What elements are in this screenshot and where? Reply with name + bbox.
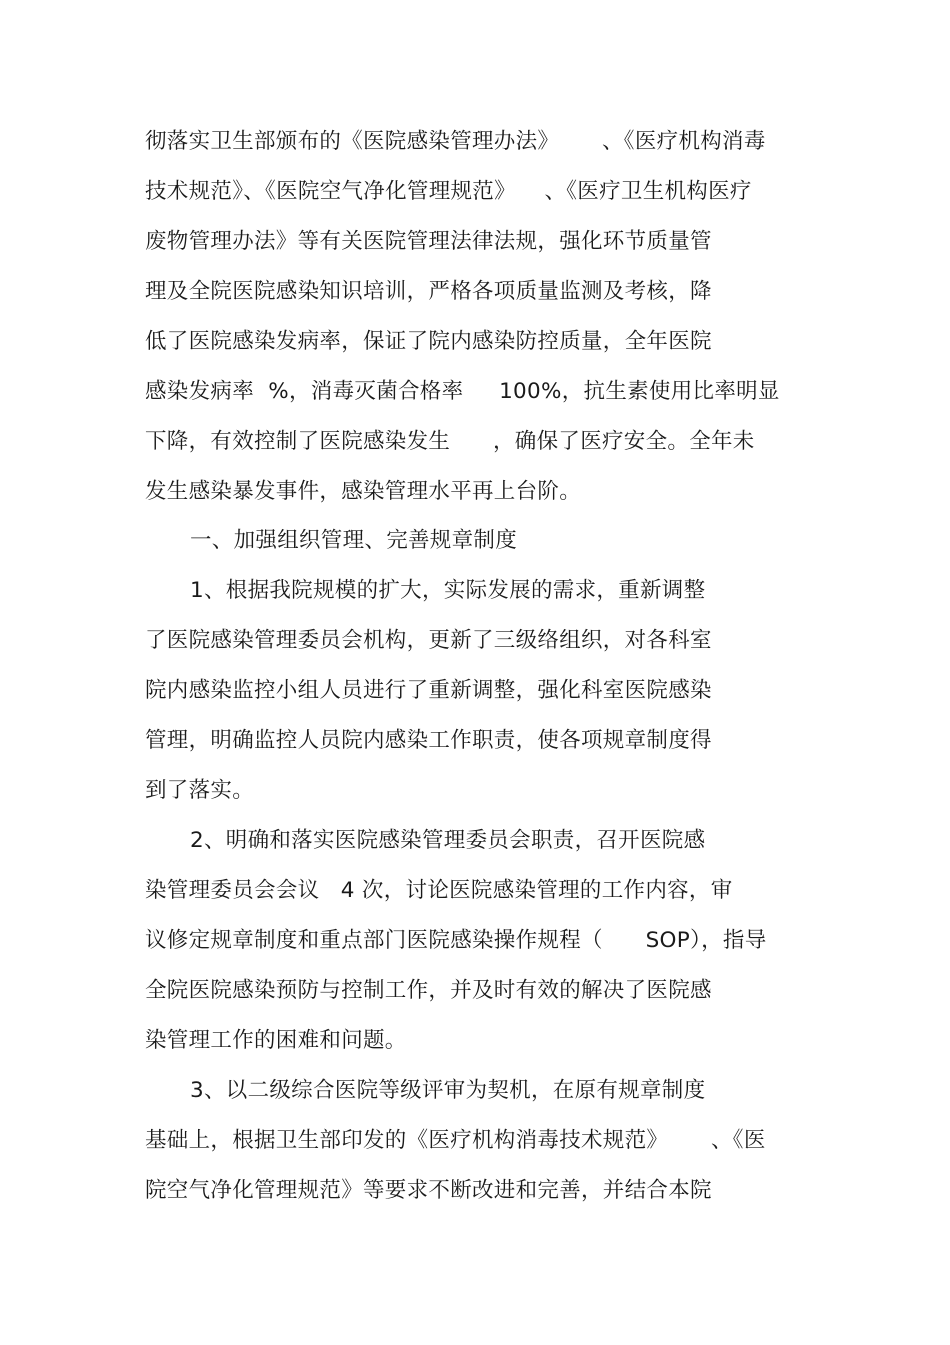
text-line: 下降，有效控制了医院感染发生 ，确保了医疗安全。全年未 <box>145 429 755 454</box>
text-line: 2、明确和落实医院感染管理委员会职责，召开医院感 <box>190 828 706 853</box>
text-line: 了医院感染管理委员会机构，更新了三级络组织，对各科室 <box>145 628 712 653</box>
text-line: 技术规范》、《医院空气净化管理规范》 、《医疗卫生机构医疗 <box>145 179 752 204</box>
text-line: 基础上，根据卫生部印发的《医疗机构消毒技术规范》 、《医 <box>145 1128 766 1153</box>
text-line: 理及全院医院感染知识培训，严格各项质量监测及考核，降 <box>145 279 712 304</box>
text-line: 染管理工作的困难和问题。 <box>145 1028 407 1053</box>
text-line: 染管理委员会会议 4 次，讨论医院感染管理的工作内容，审 <box>145 878 733 903</box>
text-line: 发生感染暴发事件，感染管理水平再上台阶。 <box>145 479 582 504</box>
text-line: 管理，明确监控人员院内感染工作职责，使各项规章制度得 <box>145 728 712 753</box>
section-heading: 一、加强组织管理、完善规章制度 <box>190 528 518 553</box>
text-line: 废物管理办法》等有关医院管理法律法规，强化环节质量管 <box>145 229 712 254</box>
text-line: 3、以二级综合医院等级评审为契机，在原有规章制度 <box>190 1078 706 1103</box>
text-line: 1、根据我院规模的扩大，实际发展的需求，重新调整 <box>190 578 706 603</box>
text-line: 院内感染监控小组人员进行了重新调整，强化科室医院感染 <box>145 678 712 703</box>
text-line: 议修定规章制度和重点部门医院感染操作规程（ SOP），指导 <box>145 928 767 953</box>
text-line: 院空气净化管理规范》等要求不断改进和完善，并结合本院 <box>145 1178 712 1203</box>
text-line: 低了医院感染发病率，保证了院内感染防控质量，全年医院 <box>145 329 712 354</box>
text-line: 彻落实卫生部颁布的《医院感染管理办法》 、《医疗机构消毒 <box>145 129 766 154</box>
text-line: 到了落实。 <box>145 778 255 803</box>
text-line: 感染发病率 %，消毒灭菌合格率 100%，抗生素使用比率明显 <box>145 379 780 404</box>
text-line: 全院医院感染预防与控制工作，并及时有效的解决了医院感 <box>145 978 712 1003</box>
